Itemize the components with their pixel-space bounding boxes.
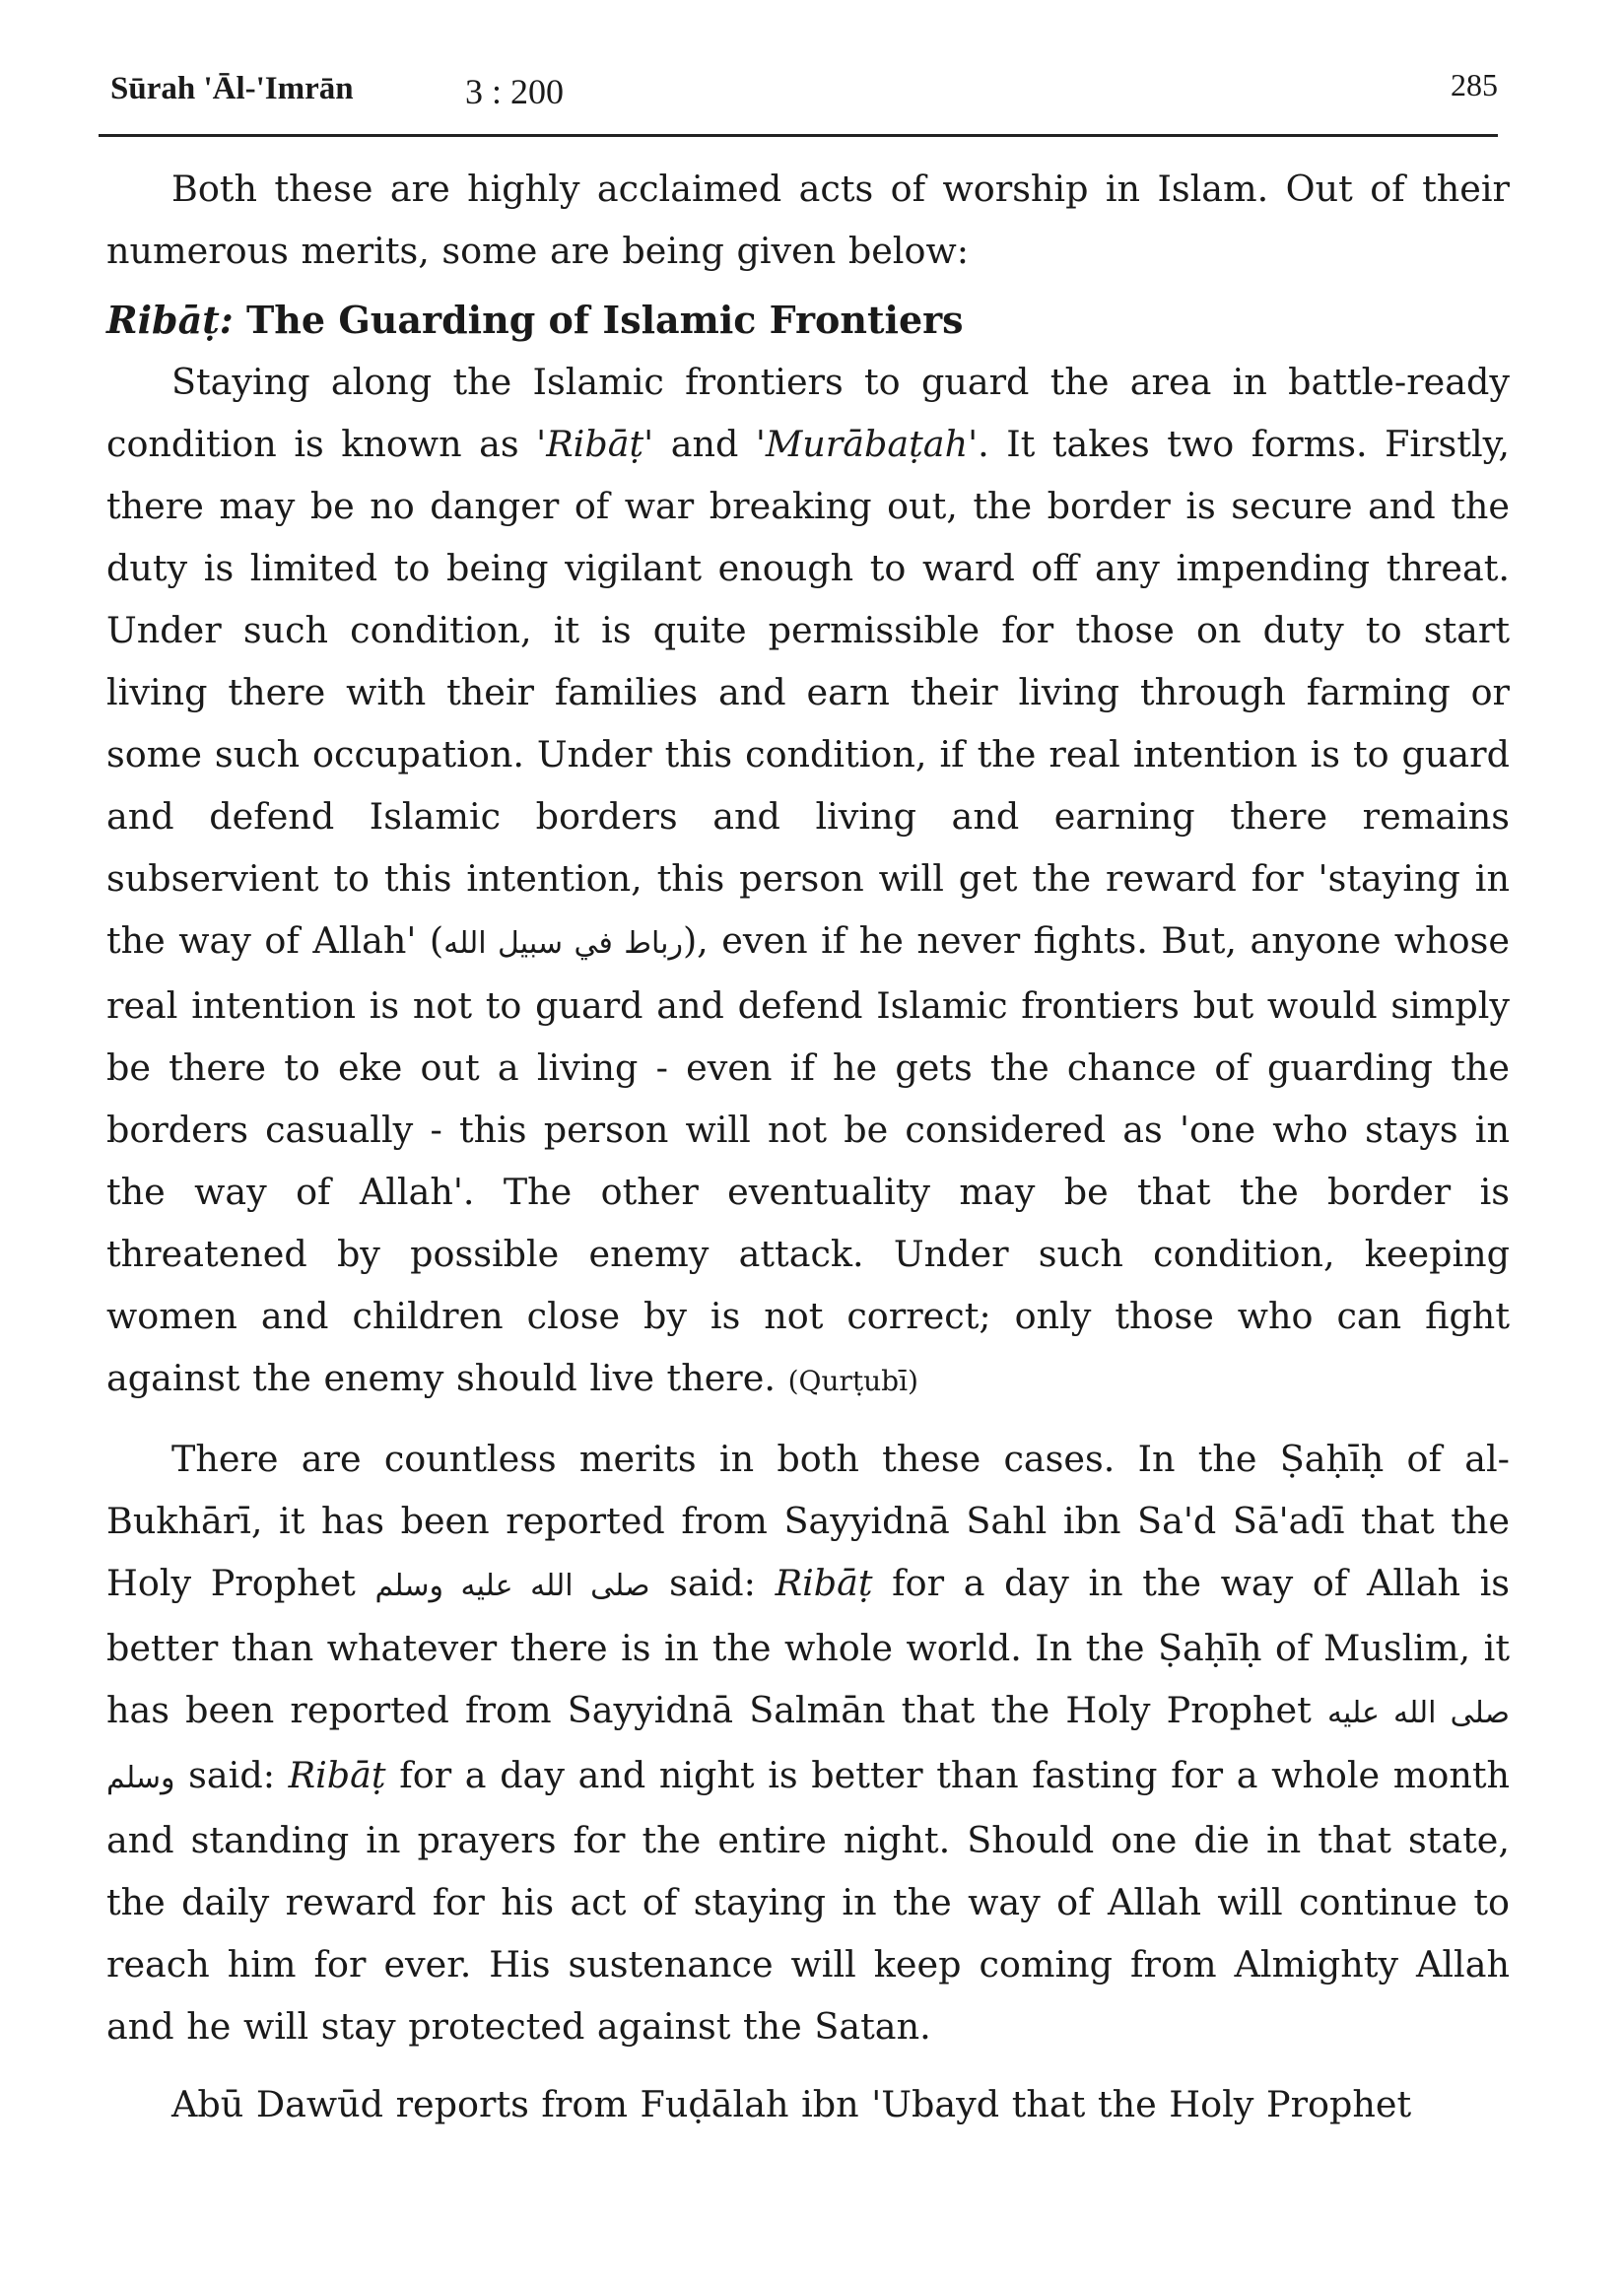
term-ribat: Ribāṭ: [288, 1754, 386, 1796]
header-rule: [99, 134, 1498, 137]
term-murabatah: 'Murābaṭah': [755, 423, 979, 465]
citation: (Qurṭubī): [787, 1365, 918, 1397]
term-ribat: 'Ribāṭ': [536, 423, 654, 465]
text-run: for a day in the way of Allah is better than whatever there is in the whole world. In the Ṣaḥīḥ of Muslim, it has been reported from Sayyidnā Salmān that the Holy Prophet: [106, 1562, 1510, 1731]
heading-term: Ribāṭ:: [106, 298, 234, 342]
arabic-phrase: رباط في سبيل الله: [443, 926, 683, 961]
arabic-salutation: صلى الله عليه وسلم: [374, 1569, 650, 1603]
arabic-salutation: صلى الله عليه وسلم: [106, 1696, 1510, 1795]
intro-paragraph: Both these are highly acclaimed acts of worship in Islam. Out of their numerous merits, some are being given below:: [106, 168, 1510, 272]
heading-text: The Guarding of Islamic Frontiers: [246, 298, 964, 342]
text-run: for a day and night is better than fasting for a whole month and standing in prayers for the entire night. Should one die in that state, the daily reward for his act of staying in the way of Allah will continue to reach him for ever. His sustenance will keep coming from Almighty Allah and he will stay protected against the Satan.: [106, 1754, 1510, 2048]
section-heading: [106, 290, 1510, 351]
ribat-paragraph: [106, 351, 1510, 1412]
text-run: said:: [649, 1562, 776, 1604]
text-run: and: [653, 423, 756, 465]
text-run: Staying along the Islamic frontiers to guard the area in battle-ready condition is known as: [106, 361, 1510, 465]
surah-title: Sūrah 'Āl-'Imrān: [110, 71, 354, 106]
text-run: There are countless merits in both these cases. In the Ṣaḥīḥ of al-Bukhārī, it has been reported from Sayyidnā Sahl ibn Sa'd Sā'adī that the Holy Prophet: [106, 1438, 1510, 1604]
term-ribat: Ribāṭ: [775, 1562, 873, 1604]
page-number: 285: [1451, 67, 1498, 102]
merits-paragraph: [106, 1428, 1510, 2057]
verse-reference: 3 : 200: [465, 72, 565, 111]
text-run: ), even if he never fights. But, anyone whose real intention is not to guard and defend Islamic frontiers but would simply be there to eke out a living - even if he gets the chance of guarding the borders casually - this person will not be considered as 'one who stays in the way of Allah'. The other eventuality may be that the border is threatened by possible enemy attack. Under such condition, keeping women and children close by is not correct; only those who can fight against the enemy should live there.: [106, 919, 1510, 1399]
running-header: [110, 65, 1498, 124]
text-run: . It takes two forms. Firstly, there may be no danger of war breaking out, the border is secure and the duty is limited to being vigilant enough to ward off any impending threat. Under such condition, it is quite permissible for those on duty to start living there with their families and earn their living through farming or some such occupation. Under this condition, if the real intention is to guard and defend Islamic borders and living and earning there remains subservient to this intention, this person will get the reward for 'staying in the way of Allah' (: [106, 423, 1510, 962]
text-run: said:: [174, 1754, 289, 1796]
closing-paragraph: Abū Dawūd reports from Fuḍālah ibn 'Ubayd that the Holy Prophet: [171, 2083, 1412, 2125]
body-text: [106, 158, 1510, 2135]
